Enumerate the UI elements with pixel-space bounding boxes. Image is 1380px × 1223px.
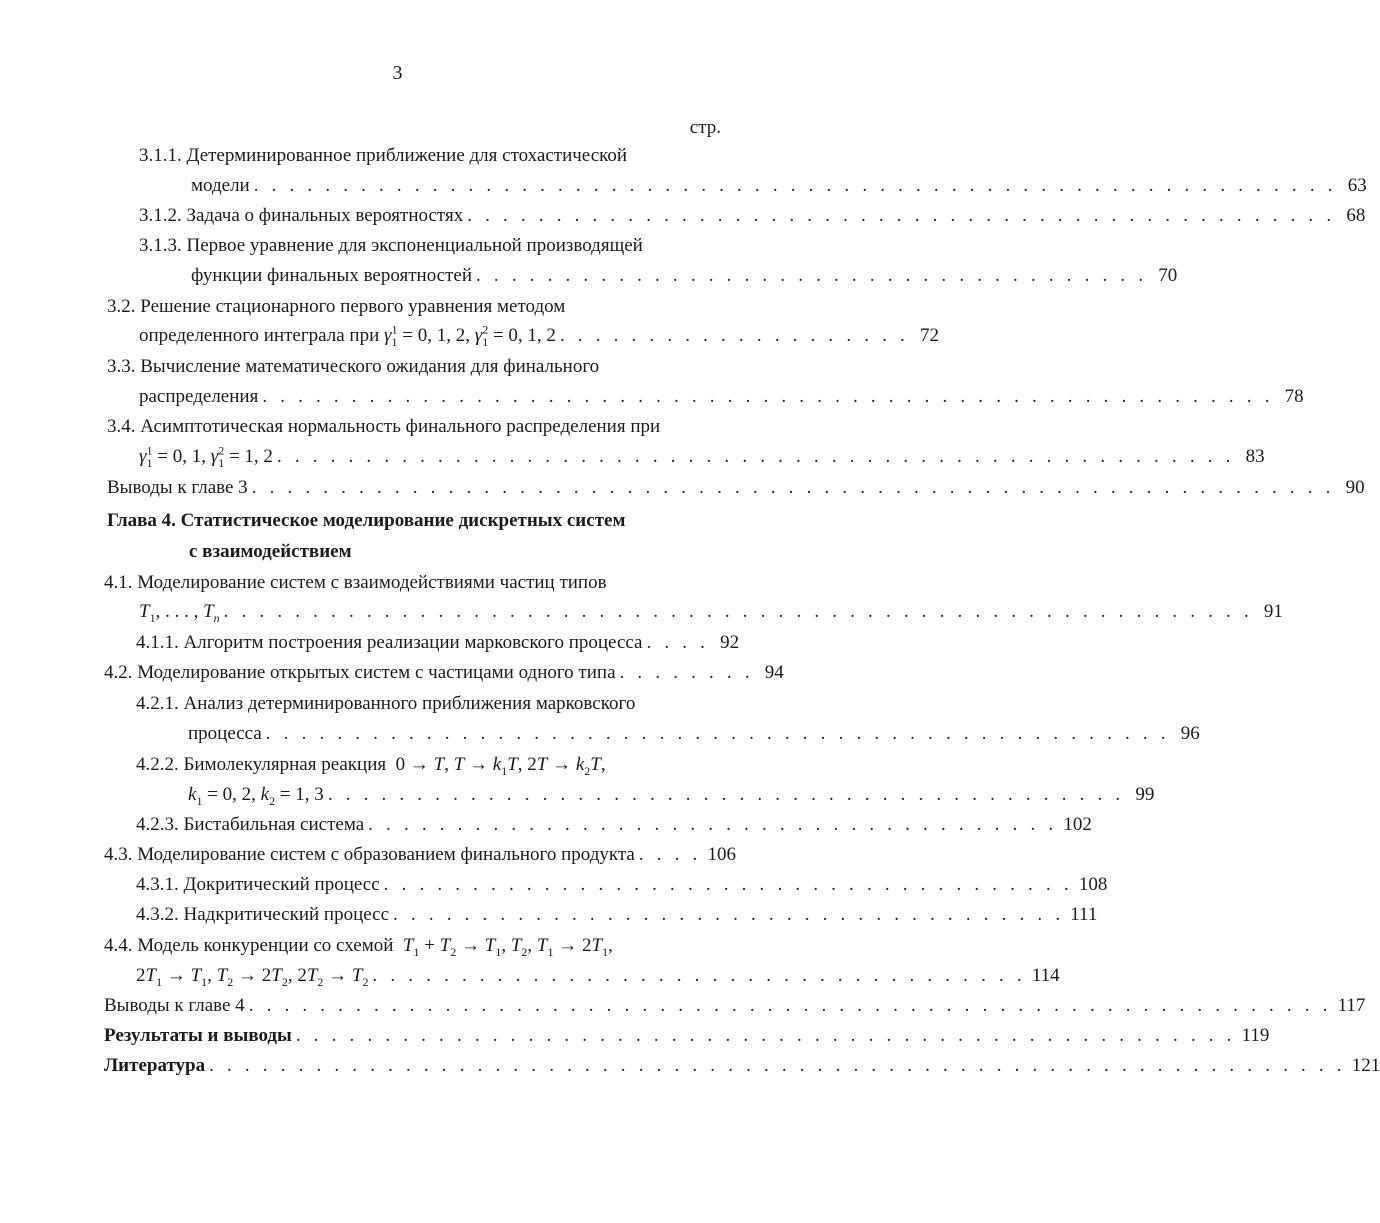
toc-entry-4-2-1-cont[interactable]	[188, 723, 1200, 751]
entry-title: Моделирование систем с взаимодействиями частиц типов	[137, 572, 607, 593]
entry-title: Выводы к главе 4	[104, 995, 245, 1016]
toc-entry-3-1-3[interactable]	[139, 235, 643, 263]
toc-entry-4-1-cont[interactable]	[139, 601, 1283, 629]
toc-entry-4-2-3[interactable]	[136, 814, 1092, 842]
entry-title: Первое уравнение для экспоненциальной производящей	[186, 235, 643, 256]
entry-number: 3.2.	[107, 296, 136, 317]
page-ref: 99	[1135, 784, 1155, 805]
entry-number: 4.3.2.	[136, 904, 179, 925]
toc-entry-4-1-1[interactable]	[136, 632, 740, 660]
toc-entry-conclusions-3[interactable]	[107, 477, 1365, 505]
dot-leader: . . . . . . . . . . . . . . . . . . . . . . . . . . . . . . . . . . . . . . .	[383, 874, 1073, 895]
dot-leader: . . . . . . . . . . . . . . . . . . . . . . . . . . . . . . . . . . . . . . . . . . . . . . . . . . . . . . . . . . . . . . . .	[209, 1055, 1346, 1076]
toc-entry-4-2-2-cont[interactable]	[188, 784, 1155, 812]
page-ref: 92	[720, 632, 740, 653]
entry-title: Надкритический процесс	[183, 904, 390, 925]
toc-entry-3-2-cont[interactable]	[139, 322, 939, 353]
dot-leader: . . . . . . . . . . . . . . . . . . . . . . . . . . . . . . . . . . . . . . . . . . . . . . . . .	[467, 205, 1336, 226]
entry-title: Вычисление математического ожидания для финального	[140, 356, 600, 377]
entry-title: Результаты и выводы	[104, 1025, 292, 1046]
page-ref: 108	[1078, 874, 1108, 895]
dot-leader: . . . . . . . . . . . . . . . . . . . . . . . . . . . . . . . . . . . . . . . . . . . . . . . . . . . . . . . . .	[262, 386, 1274, 407]
toc-entry-literature[interactable]	[104, 1055, 1380, 1083]
dot-leader: . . . . . . . . . . . . . . . . . . . . . . . . . . . . . . . . . . . . . . . . . . . . . . . . . . . . .	[295, 1025, 1236, 1046]
toc-entry-4-1[interactable]	[104, 572, 607, 600]
toc-entry-results[interactable]	[104, 1025, 1270, 1053]
toc-entry-conclusions-4[interactable]	[104, 995, 1366, 1023]
formula-scheme: $T_1 + T_2 \to T_1$, $T_2$, $T_1 \to 2T_1$,	[402, 935, 613, 959]
page-ref: 94	[764, 662, 784, 683]
dot-leader: . . . . . . . . . . . . . . . . . . . . . . . . . . . . . . . . . . . . . . . . . . . . . . . . . . . . . .	[276, 446, 1235, 467]
page-ref: 117	[1337, 995, 1366, 1016]
dot-leader: . . . . . . . . . . . . . . . . . . . . . . . . . . . . . . . . . . . . . . . . . . . . . . . . . . .	[265, 723, 1170, 744]
toc-entry-4-2[interactable]	[104, 662, 784, 690]
dot-leader: . . . . . . . . . . . . . . . . . . . . . . . . . . . . . . . . . . . . . .	[393, 904, 1065, 925]
entry-title: Анализ детерминированного приближения марковского	[183, 693, 636, 714]
toc-entry-4-4-cont[interactable]	[136, 965, 1060, 993]
formula-gamma: $\gamma^1_1 = 0$, 1, 2, $\gamma^2_1 = 0$, 1, 2	[384, 322, 556, 349]
toc-entry-4-2-2[interactable]	[136, 754, 606, 782]
entry-title: Моделирование систем с образованием финального продукта	[137, 844, 635, 865]
toc-entry-3-4-cont[interactable]	[139, 443, 1265, 474]
entry-number: 3.4.	[107, 416, 136, 437]
toc-entry-4-3-1[interactable]	[136, 874, 1108, 902]
entry-title: Асимптотическая нормальность финального распределения при	[140, 416, 661, 437]
toc-entry-4-3[interactable]	[104, 844, 736, 872]
dot-leader: . . . .	[646, 632, 710, 653]
entry-title: Задача о финальных вероятностях	[186, 205, 464, 226]
formula-types: $T_1$, . . . , $T_n$	[139, 601, 220, 625]
page-number: 3	[392, 62, 403, 84]
entry-number: 4.1.1.	[136, 632, 179, 653]
toc-entry-3-4[interactable]	[107, 416, 660, 444]
entry-number: 4.1.	[104, 572, 133, 593]
page-ref: 72	[920, 325, 939, 346]
entry-title-cont: распределения	[139, 386, 259, 407]
chapter-4-heading[interactable]: Глава 4. Статистическое моделирование дискретных систем	[107, 510, 626, 531]
page-ref: 106	[707, 844, 736, 865]
toc-entry-3-1-3-cont[interactable]	[191, 265, 1178, 293]
toc-entry-4-2-1[interactable]	[136, 693, 635, 721]
page-ref: 68	[1346, 205, 1366, 226]
formula-scheme-cont: $2T_1 \to T_1$, $T_2 \to 2T_2$, $2T_2 \to T_2$	[136, 965, 369, 989]
page-ref: 78	[1284, 386, 1304, 407]
entry-number: 4.2.2.	[136, 754, 179, 775]
page-ref: 83	[1245, 446, 1265, 467]
entry-number: 4.2.1.	[136, 693, 179, 714]
entry-number: 3.1.1.	[139, 145, 182, 166]
formula-gamma: $\gamma^1_1 = 0$, 1, $\gamma^2_1 = 1$, 2	[139, 443, 273, 470]
dot-leader: . . . . . . . . . . . . . . . . . . . . . . . . . . . . . . . . . . . . . . . . . . . . .	[327, 784, 1125, 805]
dot-leader: . . . .	[638, 844, 702, 865]
entry-title: Докритический процесс	[183, 874, 380, 895]
dot-leader: . . . . . . . . . . . . . . . . . . . . . . . . . . . . . . . . . . . . .	[372, 965, 1026, 986]
page-ref: 102	[1063, 814, 1092, 835]
page-ref: 91	[1263, 601, 1283, 622]
toc-entry-4-4[interactable]	[104, 935, 613, 963]
page-ref: 121	[1351, 1055, 1380, 1076]
dot-leader: . . . . . . . . . . . . . . . . . . . .	[559, 325, 909, 346]
entry-title: Бистабильная система	[183, 814, 365, 835]
toc-entry-3-3[interactable]	[107, 356, 599, 384]
page-ref: 114	[1031, 965, 1060, 986]
toc-entry-3-1-1[interactable]	[139, 145, 627, 173]
chapter-4-heading-cont: с взаимодействием	[189, 541, 352, 562]
dot-leader: . . . . . . . . . . . . . . . . . . . . . . . . . . . . . . . . . . . . . . . . . . . . . . . . . . . . . . . . . . . . .	[251, 477, 1335, 498]
entry-number: 3.3.	[107, 356, 136, 377]
page-ref: 63	[1347, 175, 1367, 196]
dot-leader: . . . . . . . . . . . . . . . . . . . . . . . . . . . . . . . . . . . . . . .	[368, 814, 1058, 835]
page-ref: 70	[1158, 265, 1178, 286]
page-ref: 111	[1070, 904, 1098, 925]
entry-title: Детерминированное приближение для стохастической	[186, 145, 628, 166]
entry-title-cont: модели	[191, 175, 250, 196]
formula-k: $k_1 = 0$, 2, $k_2 = 1$, 3	[188, 784, 324, 808]
toc-entry-3-2[interactable]	[107, 296, 565, 324]
entry-title: Решение стационарного первого уравнения методом	[140, 296, 566, 317]
entry-title: Алгоритм построения реализации марковского процесса	[183, 632, 643, 653]
dot-leader: . . . . . . . .	[619, 662, 754, 683]
entry-number: 4.2.3.	[136, 814, 179, 835]
entry-title: Модель конкуренции со схемой	[137, 935, 394, 956]
entry-title: Моделирование открытых систем с частицами одного типа	[137, 662, 616, 683]
dot-leader: . . . . . . . . . . . . . . . . . . . . . . . . . . . . . . . . . . . . . . . . . . . . . . . . . . . . . . . . . .	[223, 601, 1253, 622]
entry-number: 4.2.	[104, 662, 133, 683]
entry-title-cont: процесса	[188, 723, 262, 744]
entry-title: Выводы к главе 3	[107, 477, 248, 498]
page-ref: 96	[1180, 723, 1200, 744]
page-ref: 90	[1345, 477, 1365, 498]
entry-number: 4.3.	[104, 844, 133, 865]
dot-leader: . . . . . . . . . . . . . . . . . . . . . . . . . . . . . . . . . . . . . . . . . . . . . . . . . . . . . . . . . . . . .	[253, 175, 1337, 196]
entry-title: Бимолекулярная реакция	[183, 754, 387, 775]
entry-number: 3.1.3.	[139, 235, 182, 256]
entry-title-cont: определенного интеграла при	[139, 325, 380, 346]
toc-entry-3-3-cont[interactable]	[139, 386, 1304, 414]
entry-title-cont: функции финальных вероятностей	[191, 265, 473, 286]
entry-number: 4.3.1.	[136, 874, 179, 895]
page-ref: 119	[1241, 1025, 1270, 1046]
dot-leader: . . . . . . . . . . . . . . . . . . . . . . . . . . . . . . . . . . . . . . . . . . . . . . . . . . . . . . . . . . . . .	[248, 995, 1332, 1016]
toc-entry-4-3-2[interactable]	[136, 904, 1098, 932]
page-column-label: стр.	[689, 117, 721, 138]
formula-reaction: 0 → T, $T \to k_1T$, $2T \to k_2T$,	[390, 754, 606, 778]
entry-title: Литература	[104, 1055, 206, 1076]
dot-leader: . . . . . . . . . . . . . . . . . . . . . . . . . . . . . . . . . . . . . .	[476, 265, 1148, 286]
toc-entry-3-1-1-cont[interactable]	[191, 175, 1367, 203]
entry-number: 3.1.2.	[139, 205, 182, 226]
toc-entry-3-1-2[interactable]	[139, 205, 1366, 233]
entry-number: 4.4.	[104, 935, 133, 956]
